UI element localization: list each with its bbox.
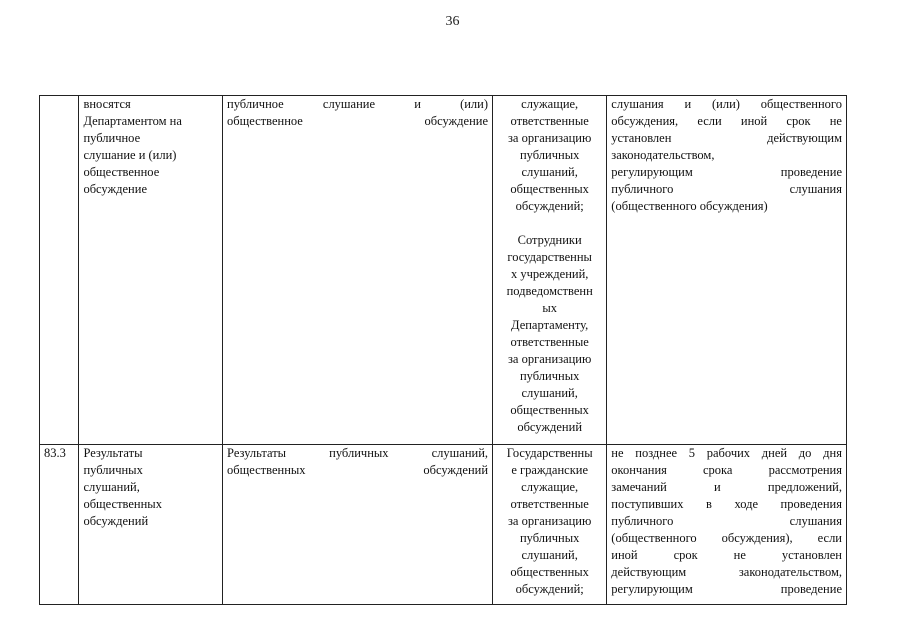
text-line: публичных [83, 463, 143, 477]
table-row [40, 96, 847, 445]
word: (или) [460, 97, 489, 111]
text-line: Департаменту, [511, 318, 589, 332]
text-line: обсуждений; [515, 199, 584, 213]
word: слушания [611, 97, 664, 111]
text-line: обсуждений [517, 420, 583, 434]
text-line: общественных [510, 182, 589, 196]
document-cell [223, 445, 493, 605]
word: поступивших [611, 497, 684, 511]
deadline-cell [607, 445, 847, 605]
text-line: слушаний, [521, 386, 578, 400]
text-line: государственны [507, 250, 592, 264]
word: (или) [712, 97, 740, 111]
justified-line [611, 496, 842, 513]
word: замечаний [611, 480, 667, 494]
word: окончания [611, 463, 667, 477]
text-line: за организацию [507, 514, 592, 528]
word: обсуждения), [721, 531, 793, 545]
word: слушания [789, 514, 842, 528]
justified-line [611, 445, 842, 462]
word: (общественного [611, 531, 697, 545]
word: предложений, [767, 480, 842, 494]
word: срок [673, 548, 698, 562]
word: не [611, 446, 624, 460]
text-line: служащие, [521, 480, 579, 494]
text-line: публичных [519, 148, 580, 162]
justified-line [611, 513, 842, 530]
row-number-cell [40, 96, 79, 445]
text-line: х учреждений, [510, 267, 589, 281]
word: если [817, 531, 842, 545]
text-line: публичных [519, 369, 580, 383]
text-line: служащие, [521, 97, 579, 111]
justified-line [611, 164, 842, 181]
description-cell [79, 445, 223, 605]
word: не [829, 114, 842, 128]
word: в [706, 497, 712, 511]
word: до [798, 446, 812, 460]
text-line: Государственны [506, 446, 593, 460]
text-line: вносятся [83, 97, 131, 111]
justified-line [611, 181, 842, 198]
word: рассмотрения [768, 463, 842, 477]
word: публичного [611, 182, 674, 196]
word: действующим [767, 131, 842, 145]
word: законодательством, [738, 565, 842, 579]
justified-line [611, 96, 842, 113]
justified-line [227, 445, 488, 462]
text-line: ответственные [510, 497, 589, 511]
justified-line [611, 530, 842, 547]
text-line: слушаний, [83, 480, 140, 494]
text-line: ых [542, 301, 557, 315]
word: слушания [789, 182, 842, 196]
table-row [40, 445, 847, 605]
text-line: общественное обсуждение [227, 114, 489, 128]
word: Результаты [227, 446, 287, 460]
text-line: общественное [83, 165, 160, 179]
word: позднее [635, 446, 678, 460]
text-line: за организацию [507, 352, 592, 366]
word: установлен [781, 548, 842, 562]
text-line: Сотрудники [517, 233, 582, 247]
word: установлен [611, 131, 672, 145]
text-line: ответственные [510, 114, 589, 128]
word: дня [823, 446, 842, 460]
text-line: Результаты [83, 446, 143, 460]
document-cell [223, 96, 493, 445]
text-line: е гражданские [511, 463, 589, 477]
word: 5 [688, 446, 696, 460]
text-line: обсуждение [83, 182, 147, 196]
word: проведение [780, 582, 842, 596]
justified-line [611, 113, 842, 130]
word: проведения [780, 497, 842, 511]
text-line: за организацию [507, 131, 592, 145]
word: рабочих [706, 446, 751, 460]
text-line: Департаментом на [83, 114, 182, 128]
text-line: общественных обсуждений [227, 463, 489, 477]
responsible-cell [493, 96, 607, 445]
deadline-cell [607, 96, 847, 445]
word: ходе [734, 497, 759, 511]
justified-line [611, 479, 842, 496]
justified-line [611, 547, 842, 564]
description-cell [79, 96, 223, 445]
word: регулирующим [611, 582, 693, 596]
page-number: 36 [445, 14, 460, 29]
word: иной [611, 548, 638, 562]
word: публичных [329, 446, 389, 460]
word: регулирующим [611, 165, 693, 179]
text-line: ответственные [510, 335, 589, 349]
text-line: публичное [83, 131, 141, 145]
paragraph-gap [497, 215, 602, 232]
justified-line [611, 564, 842, 581]
text-line: общественных [83, 497, 162, 511]
word: срока [702, 463, 733, 477]
justified-line [611, 462, 842, 479]
word: общественного [760, 97, 842, 111]
word: и [684, 97, 692, 111]
text-line: обсуждений [83, 514, 149, 528]
word: слушаний, [431, 446, 489, 460]
word: иной [740, 114, 768, 128]
text-line: публичных [519, 531, 580, 545]
text-line: общественных [510, 403, 589, 417]
text-line: обсуждений; [515, 582, 584, 596]
word: если [697, 114, 722, 128]
text-line: слушание и (или) [83, 148, 177, 162]
row-number-cell: 83.3 [40, 445, 79, 605]
word: срок [786, 114, 811, 128]
word: слушание [322, 97, 376, 111]
justified-line [611, 581, 842, 598]
word: дней [761, 446, 788, 460]
justified-line [227, 96, 488, 113]
text-line: слушаний, [521, 165, 578, 179]
text-line: общественных [510, 565, 589, 579]
word: публичное [227, 97, 284, 111]
word: и [414, 97, 421, 111]
procedure-table [39, 95, 847, 605]
word: обсуждения, [611, 114, 679, 128]
text-line: подведомственн [506, 284, 593, 298]
text-line: законодательством, [611, 148, 715, 162]
word: не [733, 548, 746, 562]
text-line: слушаний, [521, 548, 578, 562]
word: публичного [611, 514, 674, 528]
justified-line [611, 130, 842, 147]
word: проведение [780, 165, 842, 179]
word: и [714, 480, 721, 494]
text-line: (общественного обсуждения) [611, 199, 768, 213]
responsible-cell [493, 445, 607, 605]
word: действующим [611, 565, 687, 579]
